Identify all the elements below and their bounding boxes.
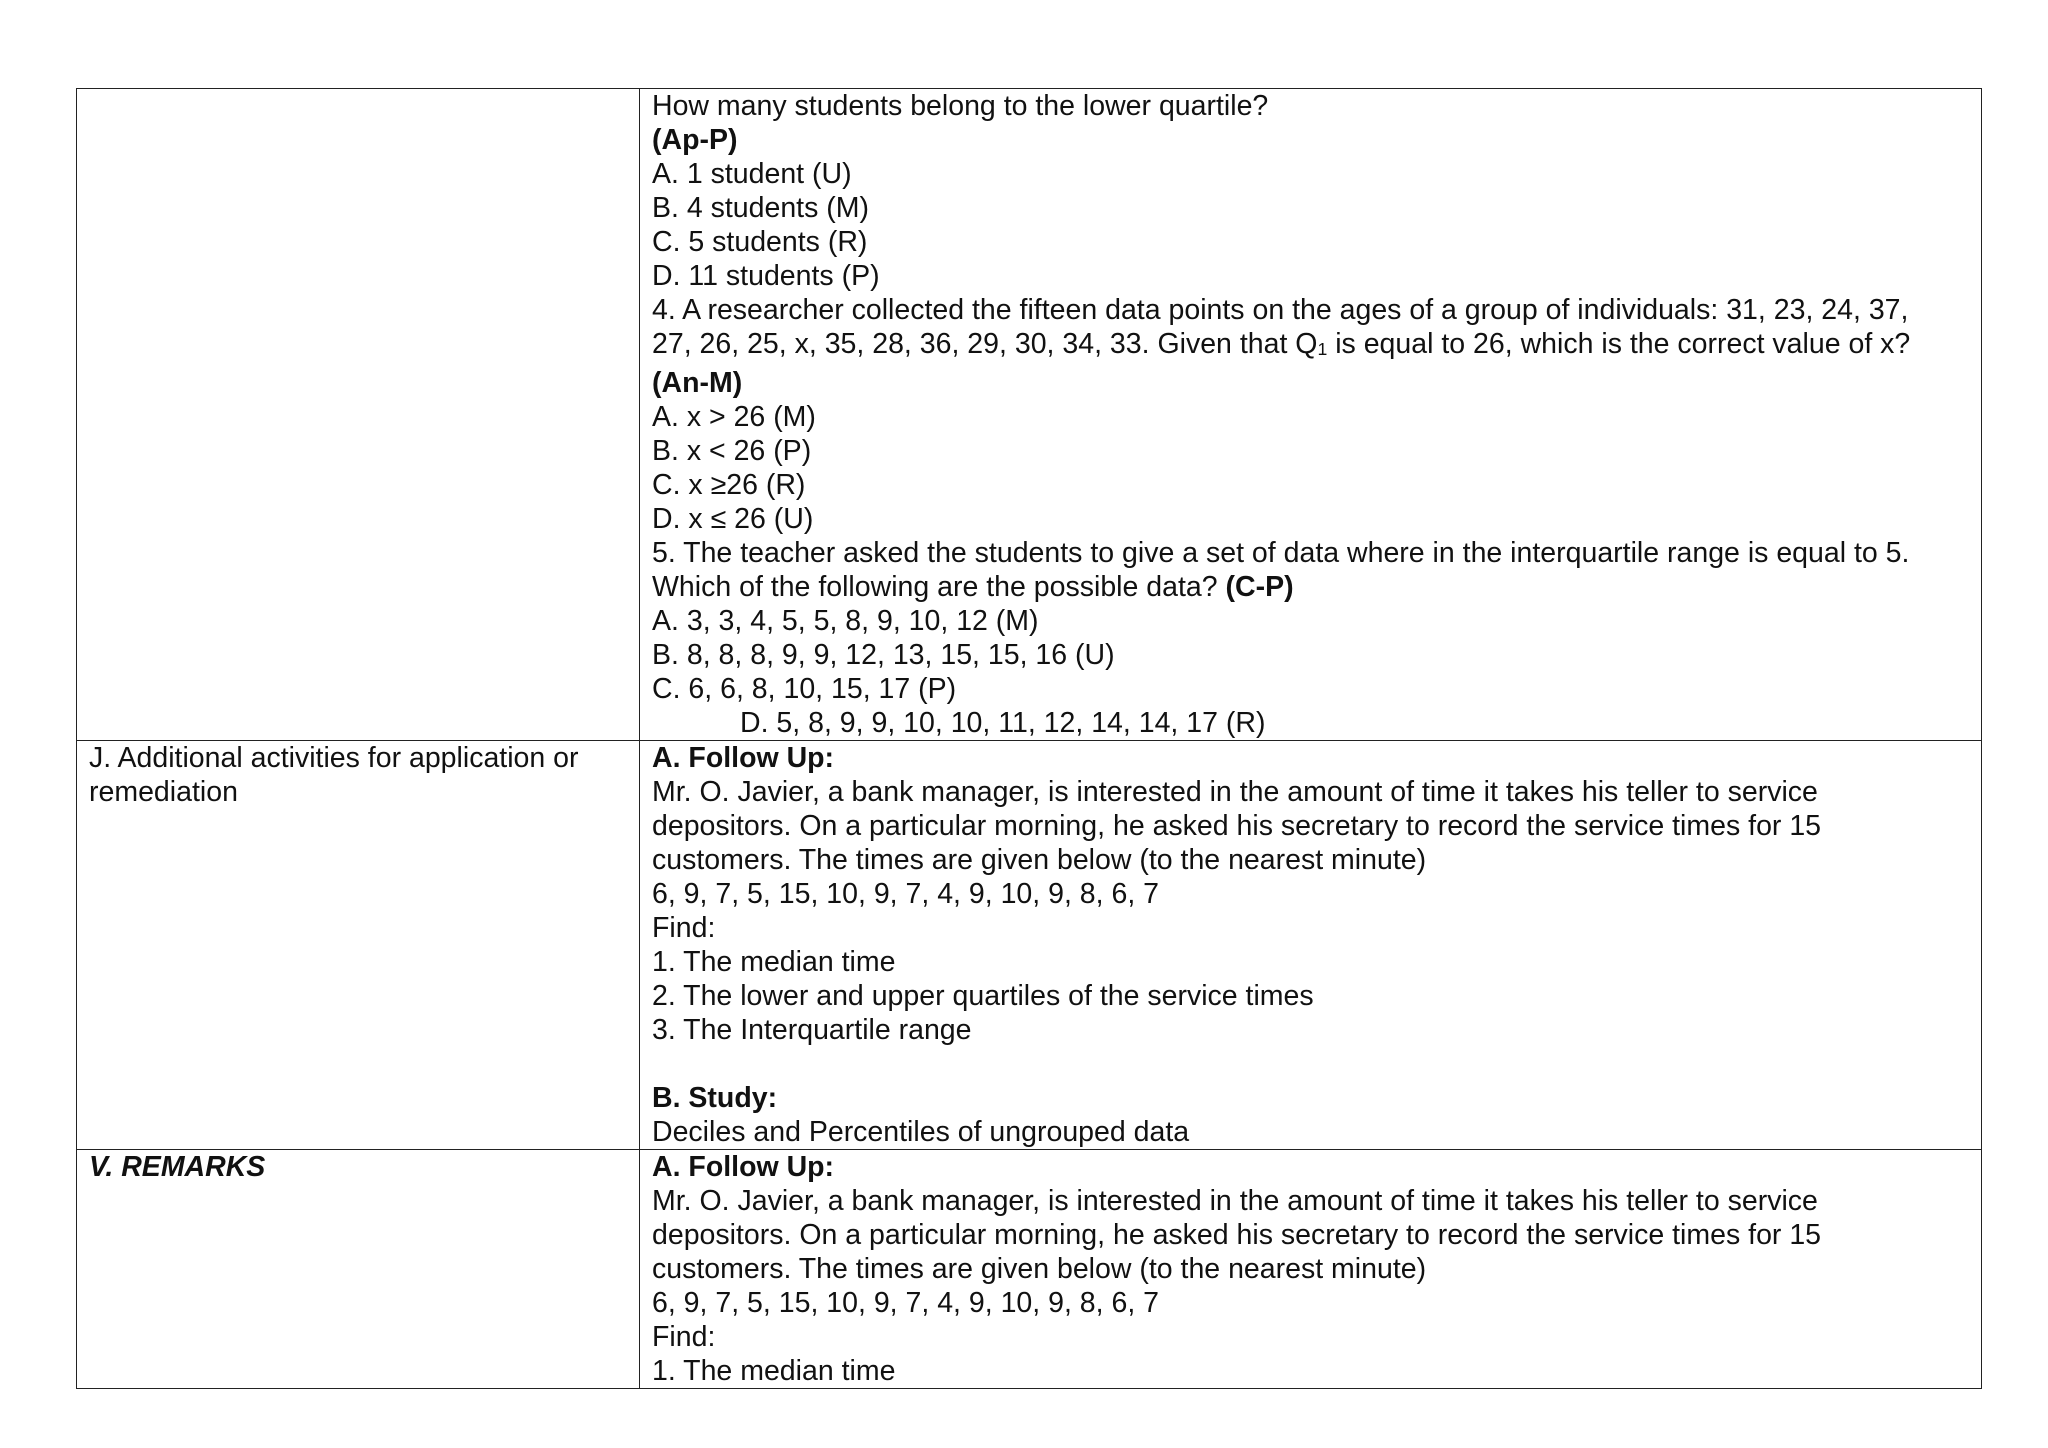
remarks-problem-line-3: customers. The times are given below (to the nearest minute) xyxy=(652,1253,1427,1286)
additional-activities-label: J. Additional activities for application or remediation xyxy=(89,742,579,809)
question-5-text-line-2 xyxy=(652,570,1971,604)
q1-subscript: 1 xyxy=(1317,339,1328,360)
remarks-problem-data: 6, 9, 7, 5, 15, 10, 9, 7, 4, 9, 10, 9, 8, 6, 7 xyxy=(652,1287,1160,1320)
question-5-text-line-1: 5. The teacher asked the students to give a set of data where in the interquartile range is equal to 5. xyxy=(652,537,1910,570)
lesson-plan-table xyxy=(76,88,1982,1389)
problem-line-2: depositors. On a particular morning, he asked his secretary to record the service times for 15 xyxy=(652,810,1822,843)
additional-activities-label-cell xyxy=(77,741,640,1150)
remarks-row xyxy=(77,1150,1982,1389)
remarks-task-1: 1. The median time xyxy=(652,1355,896,1388)
question-5-choice-d: D. 5, 8, 9, 9, 10, 10, 11, 12, 14, 14, 17 (R) xyxy=(740,707,1266,740)
question-4-choice-b: B. x < 26 (P) xyxy=(652,435,812,468)
remarks-label-cell xyxy=(77,1150,640,1389)
question-4-text-line-2 xyxy=(652,327,1971,366)
assessment-row xyxy=(77,89,1982,741)
additional-activities-content-cell xyxy=(640,741,1982,1150)
study-text: Deciles and Percentiles of ungrouped data xyxy=(652,1116,1190,1149)
question-3-text: How many students belong to the lower quartile? xyxy=(652,90,1269,122)
spacer xyxy=(652,1047,1971,1081)
assessment-content-cell xyxy=(640,89,1982,741)
remarks-problem-line-2: depositors. On a particular morning, he asked his secretary to record the service times for 15 xyxy=(652,1219,1822,1252)
question-4-choice-c: C. x ≥26 (R) xyxy=(652,469,806,502)
question-4-tag: (An-M) xyxy=(652,367,743,400)
question-3-tag: (Ap-P) xyxy=(652,124,738,156)
question-3-choice-a: A. 1 student (U) xyxy=(652,158,852,190)
problem-line-3: customers. The times are given below (to the nearest minute) xyxy=(652,844,1427,877)
remarks-problem-line-1: Mr. O. Javier, a bank manager, is interested in the amount of time it takes his teller to service xyxy=(652,1185,1818,1218)
remarks-follow-up-heading: A. Follow Up: xyxy=(652,1151,835,1184)
question-5-choice-a: A. 3, 3, 4, 5, 5, 8, 9, 10, 12 (M) xyxy=(652,605,1039,638)
follow-up-heading: A. Follow Up: xyxy=(652,742,835,775)
question-4-choice-d: D. x ≤ 26 (U) xyxy=(652,503,814,536)
question-4-text-line-1: 4. A researcher collected the fifteen data points on the ages of a group of individuals: 31, 23, 24, 37, xyxy=(652,294,1909,326)
question-3-choice-c: C. 5 students (R) xyxy=(652,226,868,258)
remarks-label: V. REMARKS xyxy=(89,1151,266,1184)
problem-data: 6, 9, 7, 5, 15, 10, 9, 7, 4, 9, 10, 9, 8, 6, 7 xyxy=(652,878,1160,911)
study-heading: B. Study: xyxy=(652,1082,778,1115)
problem-line-1: Mr. O. Javier, a bank manager, is interested in the amount of time it takes his teller to service xyxy=(652,776,1818,809)
remarks-problem-find: Find: xyxy=(652,1321,716,1354)
additional-activities-row xyxy=(77,741,1982,1150)
question-4-choice-a: A. x > 26 (M) xyxy=(652,401,816,434)
question-4-text-post: is equal to 26, which is the correct value of x? xyxy=(1327,328,1911,360)
assessment-label-cell xyxy=(77,89,640,741)
question-5-choice-c: C. 6, 6, 8, 10, 15, 17 (P) xyxy=(652,673,957,706)
question-4-text-pre: 27, 26, 25, x, 35, 28, 36, 29, 30, 34, 33. Given that Q xyxy=(652,328,1318,360)
task-3: 3. The Interquartile range xyxy=(652,1014,972,1047)
problem-find: Find: xyxy=(652,912,716,945)
task-2: 2. The lower and upper quartiles of the service times xyxy=(652,980,1314,1013)
question-3-choice-d: D. 11 students (P) xyxy=(652,260,880,292)
question-5-choice-b: B. 8, 8, 8, 9, 9, 12, 13, 15, 15, 16 (U) xyxy=(652,639,1115,672)
question-5-text: Which of the following are the possible data? xyxy=(652,571,1226,604)
question-3-choice-b: B. 4 students (M) xyxy=(652,192,869,224)
question-5-tag: (C-P) xyxy=(1225,571,1294,604)
task-1: 1. The median time xyxy=(652,946,896,979)
remarks-content-cell xyxy=(640,1150,1982,1389)
